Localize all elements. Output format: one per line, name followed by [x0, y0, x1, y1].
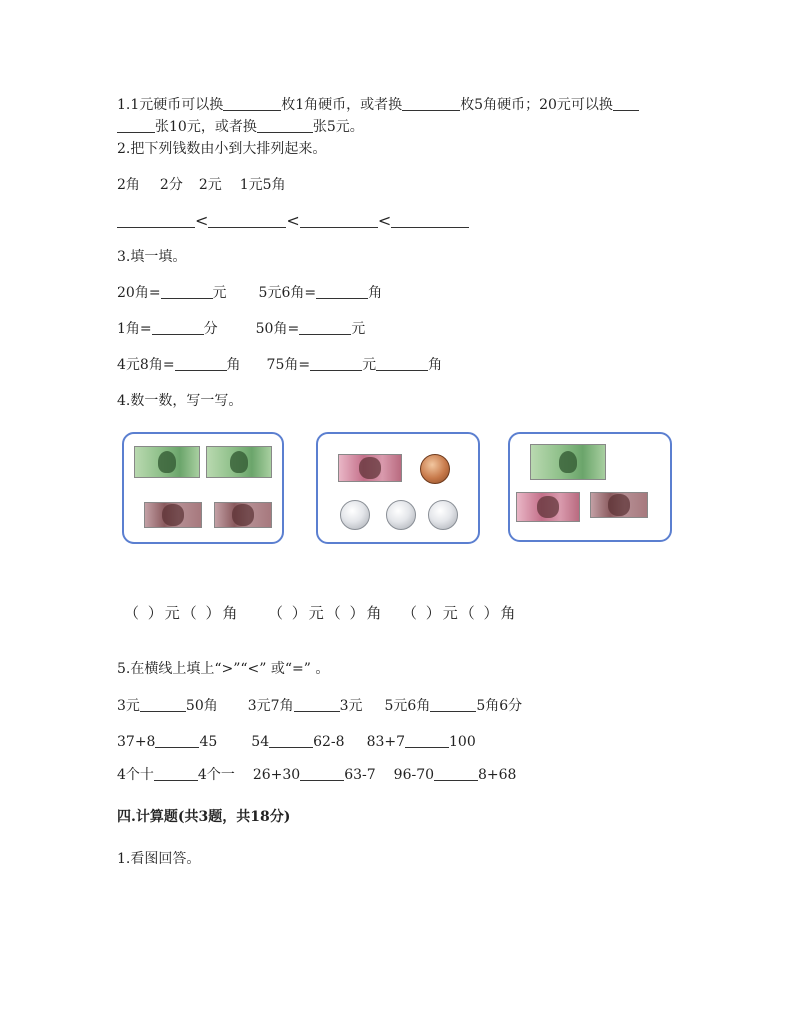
q3-row3: [117, 356, 442, 374]
q2-order-row: [117, 212, 469, 230]
q5-r3-blank-3[interactable]: [434, 766, 478, 781]
q5-r1-f: 5角6分: [476, 698, 523, 714]
q2-item-4: 1元5角: [239, 177, 286, 193]
q5-r3-blank-2[interactable]: [300, 766, 344, 781]
coin-1jiao-icon: [340, 500, 370, 530]
q2-lt-1: <: [195, 211, 209, 230]
q3-r3-d: 元: [362, 357, 377, 373]
q3-r1-c: 5元6角=: [258, 285, 317, 301]
q2-lt-2: <: [286, 211, 300, 230]
banknote-1jiao-icon: [144, 502, 202, 528]
money-box-3: [508, 432, 672, 542]
q4-answer-1[interactable]: （ ）元（ ）角: [124, 604, 240, 622]
q2-blank-4[interactable]: [391, 213, 469, 228]
coin-1jiao-icon: [428, 500, 458, 530]
coin-1jiao-icon: [386, 500, 416, 530]
q3-r2-blank-2[interactable]: [299, 320, 351, 335]
q5-r1-blank-2[interactable]: [294, 697, 340, 712]
q5-r2-blank-2[interactable]: [269, 733, 313, 748]
section-4-heading: 四.计算题(共3题，共18分): [117, 809, 291, 825]
q5-r1-blank-3[interactable]: [430, 697, 476, 712]
banknote-1yuan-icon: [134, 446, 200, 478]
q3-r2-b: 分: [203, 321, 218, 337]
q5-r3-b: 4个一: [197, 767, 235, 783]
q1-blank-3a[interactable]: [613, 96, 639, 111]
portrait-icon: [559, 451, 577, 473]
q5-r2-b: 45: [199, 734, 218, 750]
q5-r3-f: 8+68: [478, 767, 517, 783]
banknote-2jiao-icon: [338, 454, 402, 482]
q5-title: 5.在横线上填上“>”“<” 或“=” 。: [117, 661, 330, 677]
q4-answer-2[interactable]: （ ）元（ ）角: [268, 604, 384, 622]
q1-line1: [117, 96, 639, 114]
q1-blank-3b[interactable]: [117, 118, 155, 133]
money-box-2: [316, 432, 480, 544]
q3-title: 3.填一填。: [117, 249, 187, 265]
q3-r2-blank-1[interactable]: [152, 320, 204, 335]
portrait-icon: [359, 457, 381, 479]
q5-r2-f: 100: [449, 734, 476, 750]
q2-items: [117, 176, 286, 194]
banknote-1jiao-icon: [214, 502, 272, 528]
q3-r1-d: 角: [368, 285, 383, 301]
q5-r3-d: 63-7: [344, 767, 376, 783]
q2-item-3: 2元: [198, 177, 222, 193]
q1-text-b: 枚1角硬币，或者换: [281, 97, 403, 113]
q3-r1-blank-1[interactable]: [161, 284, 213, 299]
q5-r1-a: 3元: [117, 698, 140, 714]
money-box-1: [122, 432, 284, 544]
portrait-icon: [232, 504, 254, 526]
q3-r2-c: 50角=: [255, 321, 300, 337]
q5-r1-e: 5元6角: [384, 698, 431, 714]
q3-r3-b: 角: [226, 357, 241, 373]
section-4-q1: 1.看图回答。: [117, 851, 201, 867]
q5-r3-blank-1[interactable]: [154, 766, 198, 781]
banknote-1jiao-icon: [590, 492, 648, 518]
q5-r2-blank-1[interactable]: [155, 733, 199, 748]
portrait-icon: [162, 504, 184, 526]
q3-r3-blank-3[interactable]: [376, 356, 428, 371]
q3-r3-e: 角: [428, 357, 443, 373]
q1-text-d: 张10元，或者换: [155, 119, 257, 135]
q2-item-2: 2分: [159, 177, 183, 193]
q5-r1-blank-1[interactable]: [140, 697, 186, 712]
q2-blank-1[interactable]: [117, 213, 195, 228]
banknote-1yuan-icon: [206, 446, 272, 478]
q3-r1-a: 20角=: [117, 285, 161, 301]
portrait-icon: [158, 451, 176, 473]
q5-r1-c: 3元7角: [247, 698, 294, 714]
q3-r1-b: 元: [212, 285, 227, 301]
q1-text-e: 张5元。: [312, 119, 364, 135]
q5-r2-a: 37+8: [117, 734, 156, 750]
q5-row2: [117, 733, 476, 751]
q5-r3-a: 4个十: [117, 767, 154, 783]
q3-r2-a: 1角=: [117, 321, 152, 337]
q3-r3-blank-1[interactable]: [175, 356, 227, 371]
portrait-icon: [608, 494, 630, 516]
q3-r1-blank-2[interactable]: [316, 284, 368, 299]
q5-r3-c: 26+30: [252, 767, 301, 783]
q5-row3: [117, 766, 516, 784]
q1-text-a: 1.1元硬币可以换: [117, 97, 224, 113]
q5-r1-b: 50角: [185, 698, 218, 714]
q5-r2-c: 54: [251, 734, 270, 750]
q3-row2: [117, 320, 365, 338]
q2-blank-3[interactable]: [300, 213, 378, 228]
banknote-1yuan-icon: [530, 444, 606, 480]
q2-item-1: 2角: [117, 177, 140, 193]
q1-blank-2[interactable]: [402, 96, 460, 111]
q4-title: 4.数一数，写一写。: [117, 393, 243, 409]
q3-row1: [117, 284, 382, 302]
q5-r3-e: 96-70: [393, 767, 435, 783]
portrait-icon: [230, 451, 248, 473]
coin-5jiao-icon: [420, 454, 450, 484]
q2-title: 2.把下列钱数由小到大排列起来。: [117, 141, 327, 157]
banknote-2jiao-icon: [516, 492, 580, 522]
q3-r3-c: 75角=: [266, 357, 311, 373]
q5-r2-d: 62-8: [313, 734, 345, 750]
q2-blank-2[interactable]: [208, 213, 286, 228]
q1-text-c: 枚5角硬币；20元可以换: [460, 97, 613, 113]
q3-r2-d: 元: [351, 321, 366, 337]
q4-answer-3[interactable]: （ ）元（ ）角: [402, 604, 518, 622]
q1-blank-4[interactable]: [257, 118, 313, 133]
q1-line2: [117, 118, 364, 136]
q5-row1: [117, 697, 522, 715]
q3-r3-blank-2[interactable]: [310, 356, 362, 371]
q1-blank-1[interactable]: [223, 96, 281, 111]
q5-r2-blank-3[interactable]: [405, 733, 449, 748]
q5-r1-d: 3元: [339, 698, 363, 714]
q3-r3-a: 4元8角=: [117, 357, 175, 373]
portrait-icon: [537, 496, 559, 518]
q2-lt-3: <: [377, 211, 392, 230]
q5-r2-e: 83+7: [366, 734, 406, 750]
